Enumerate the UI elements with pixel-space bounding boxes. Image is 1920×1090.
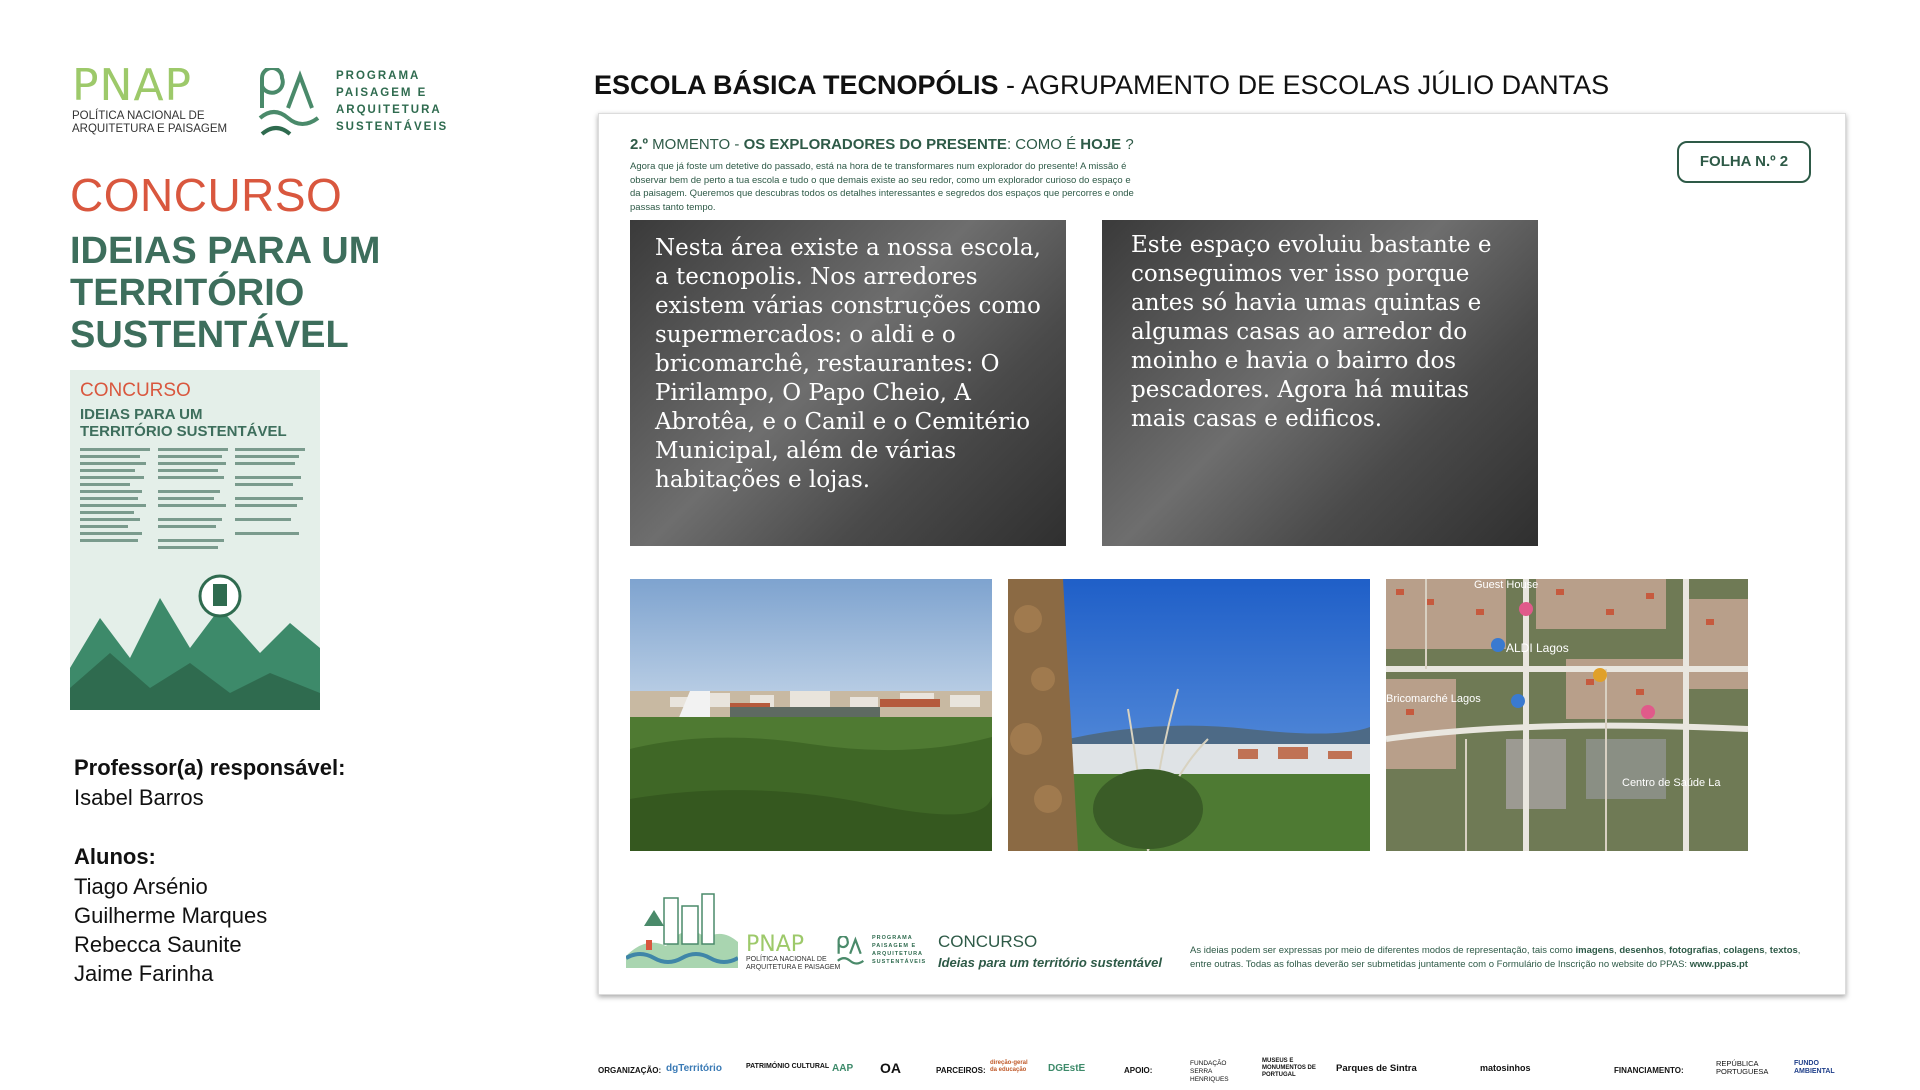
footer-ppas-line: ARQUITETURA xyxy=(872,951,924,957)
footer-ppas-line: PAISAGEM E xyxy=(872,943,917,949)
students-list xyxy=(74,872,267,988)
footer-ppas-logo xyxy=(836,934,926,970)
teacher-label: Professor(a) responsável: xyxy=(74,755,346,780)
footer-ppas-text xyxy=(872,934,926,966)
note-bold: desenhos xyxy=(1619,945,1664,956)
logo-aap: AAP xyxy=(832,1063,854,1074)
note-text: As ideias podem ser expressas por meio de diferentes modos de representação, tais como xyxy=(1190,945,1576,956)
poster-ideias xyxy=(80,406,287,440)
ppas-line: SUSTENTÁVEIS xyxy=(336,121,449,133)
aerial-map xyxy=(1386,579,1748,851)
ppas-website-link[interactable]: www.ppas.pt xyxy=(1689,959,1748,970)
photo-town-view-image xyxy=(630,579,992,851)
sheet-number-badge: FOLHA N.º 2 xyxy=(1677,141,1811,183)
momento-word: MOMENTO - xyxy=(648,136,744,153)
student-name: Tiago Arsénio xyxy=(74,874,208,899)
logo-parques-de-sintra: Parques de Sintra xyxy=(1336,1063,1417,1074)
parceiros-label: PARCEIROS: xyxy=(936,1066,986,1075)
school-title xyxy=(594,70,1609,101)
logo-fundacao-serra-henriques: FUNDAÇÃO SERRA HENRIQUES xyxy=(1190,1060,1229,1083)
ideias-title-line: TERRITÓRIO xyxy=(70,272,305,314)
ppas-logo xyxy=(256,66,456,142)
footer-concurso: CONCURSO xyxy=(938,932,1038,951)
note-bold: fotografias xyxy=(1668,945,1719,956)
logo-oa: OA xyxy=(880,1060,901,1076)
ideias-title xyxy=(70,230,380,356)
pnap-logo-subtitle-2: ARQUITETURA E PAISAGEM xyxy=(72,123,228,135)
note-bold: colagens xyxy=(1723,945,1765,956)
ideias-title-line: IDEIAS PARA UM xyxy=(70,230,381,272)
map-label-centro-saude: Centro de Saúde La xyxy=(1622,777,1721,789)
sponsors-strip xyxy=(598,1050,1848,1090)
contest-poster-thumbnail xyxy=(70,370,320,722)
school-title-rest: - AGRUPAMENTO DE ESCOLAS JÚLIO DANTAS xyxy=(998,70,1610,100)
logo-dgeste: DGEstE xyxy=(1048,1063,1086,1074)
photo-sky-plants xyxy=(1008,579,1370,851)
organizacao-label: ORGANIZAÇÃO: xyxy=(598,1066,662,1075)
student-name: Guilherme Marques xyxy=(74,903,268,928)
apoio-label: APOIO: xyxy=(1124,1066,1153,1075)
school-title-bold: ESCOLA BÁSICA TECNOPÓLIS xyxy=(594,70,999,100)
footer-ideias: Ideias para um território sustentável xyxy=(938,955,1162,970)
territory-illustration-logo xyxy=(626,876,738,968)
note-text: , xyxy=(1663,945,1669,956)
momento-bold: OS EXPLORADORES DO PRESENTE xyxy=(743,136,1007,153)
photo-town-view xyxy=(630,579,992,851)
students-label: Alunos: xyxy=(74,844,156,869)
logo-dge: direção-geral da educação xyxy=(990,1060,1028,1073)
ppas-line: PAISAGEM E xyxy=(336,87,428,99)
note-text: , entre outras. Todas as folhas deverão ser submetidas juntamente com o Formulário de Inscrição no website do PPAS: xyxy=(1190,945,1801,970)
momento-intro: Agora que já foste um detetive do passado, está na hora de te transformares num explorador do presente! A missão é observar bem de perto a tua escola e tudo o que demais existe ao seu redor, como um explorador curioso do espaço e da paisagem. Queremos que descubras todos os detalhes interessantes e segredos dos espaços que percorres e onde passas tanto tempo. xyxy=(630,161,1134,213)
student-name: Rebecca Saunite xyxy=(74,932,242,957)
footer-pnap-letters: PNAP xyxy=(746,932,805,957)
ppas-mark-icon xyxy=(256,68,324,140)
momento-hoje: HOJE xyxy=(1080,136,1122,153)
momento-question: ? xyxy=(1121,136,1134,153)
logo-patrimonio-cultural: PATRIMÓNIO CULTURAL xyxy=(746,1063,830,1070)
text-box-evolution-text: Este espaço evoluiu bastante e conseguimos ver isso porque antes só havia umas quintas e algumas casas ao arredor do moinho e havia o bairro dos pescadores. Agora há muitas mais casas e edificos. xyxy=(1131,232,1492,432)
poster-ideias-line: TERRITÓRIO SUSTENTÁVEL xyxy=(80,423,287,440)
photo-sky-plants-image xyxy=(1008,579,1370,851)
ppas-logo-text xyxy=(336,68,448,136)
aerial-map-image xyxy=(1386,579,1748,851)
momento-heading xyxy=(630,136,1134,153)
financiamento-label: FINANCIAMENTO: xyxy=(1614,1066,1684,1075)
note-text: , xyxy=(1614,945,1620,956)
footer-ppas-line: PROGRAMA xyxy=(872,935,913,941)
map-label-guest-house: Guest House xyxy=(1474,579,1539,591)
student-name: Jaime Farinha xyxy=(74,961,214,986)
footer-pnap-sub: ARQUITETURA E PAISAGEM xyxy=(746,964,841,971)
momento-number: 2.º xyxy=(630,136,648,153)
logo-museus-monumentos: MUSEUS E MONUMENTOS DE PORTUGAL xyxy=(1262,1058,1316,1078)
note-bold: imagens xyxy=(1575,945,1615,956)
text-box-evolution xyxy=(1102,220,1538,546)
text-box-surroundings-text: Nesta área existe a nossa escola, a tecnopolis. Nos arredores existem várias construções como supermercados: o aldi e o bricomarchê, restaurantes: O Pirilampo, O Papo Cheio, A Abrotêa, e o Canil e o Cemitério Municipal, além de várias habitações e lojas. xyxy=(655,235,1041,493)
poster-illustration xyxy=(70,448,320,722)
footer-ppas-line: SUSTENTÁVEIS xyxy=(872,959,927,965)
map-label-aldi: ALDI Lagos xyxy=(1506,641,1569,655)
note-text: , xyxy=(1764,945,1770,956)
logo-matosinhos: matosinhos xyxy=(1480,1063,1531,1073)
note-bold: textos xyxy=(1769,945,1798,956)
ideias-title-line: SUSTENTÁVEL xyxy=(70,314,349,356)
logo-fundo-ambiental: FUNDO AMBIENTAL xyxy=(1794,1060,1835,1075)
ppas-line: ARQUITETURA xyxy=(336,104,442,116)
footer-pnap-sub: POLÍTICA NACIONAL DE xyxy=(746,956,827,963)
note-text: , xyxy=(1718,945,1724,956)
concurso-title: CONCURSO xyxy=(70,169,343,221)
footer-submission-note xyxy=(1190,944,1820,972)
map-label-bricomarche: Bricomarché Lagos xyxy=(1386,693,1481,705)
poster-ideias-line: IDEIAS PARA UM xyxy=(80,406,203,423)
pnap-logo xyxy=(72,60,242,142)
teacher-name: Isabel Barros xyxy=(74,785,204,810)
logo-republica-portuguesa: REPÚBLICA PORTUGUESA xyxy=(1716,1059,1769,1076)
pnap-logo-subtitle-1: POLÍTICA NACIONAL DE xyxy=(72,110,205,122)
ppas-line: PROGRAMA xyxy=(336,70,421,82)
footer-ppas-mark-icon xyxy=(836,936,866,968)
text-box-surroundings xyxy=(630,220,1066,546)
logo-dgterritorio: dgTerritório xyxy=(666,1063,722,1074)
pnap-logo-letters: PNAP xyxy=(72,60,193,111)
poster-concurso: CONCURSO xyxy=(80,380,191,401)
momento-mid: : COMO É xyxy=(1006,136,1081,153)
footer-pnap-logo xyxy=(746,934,840,972)
